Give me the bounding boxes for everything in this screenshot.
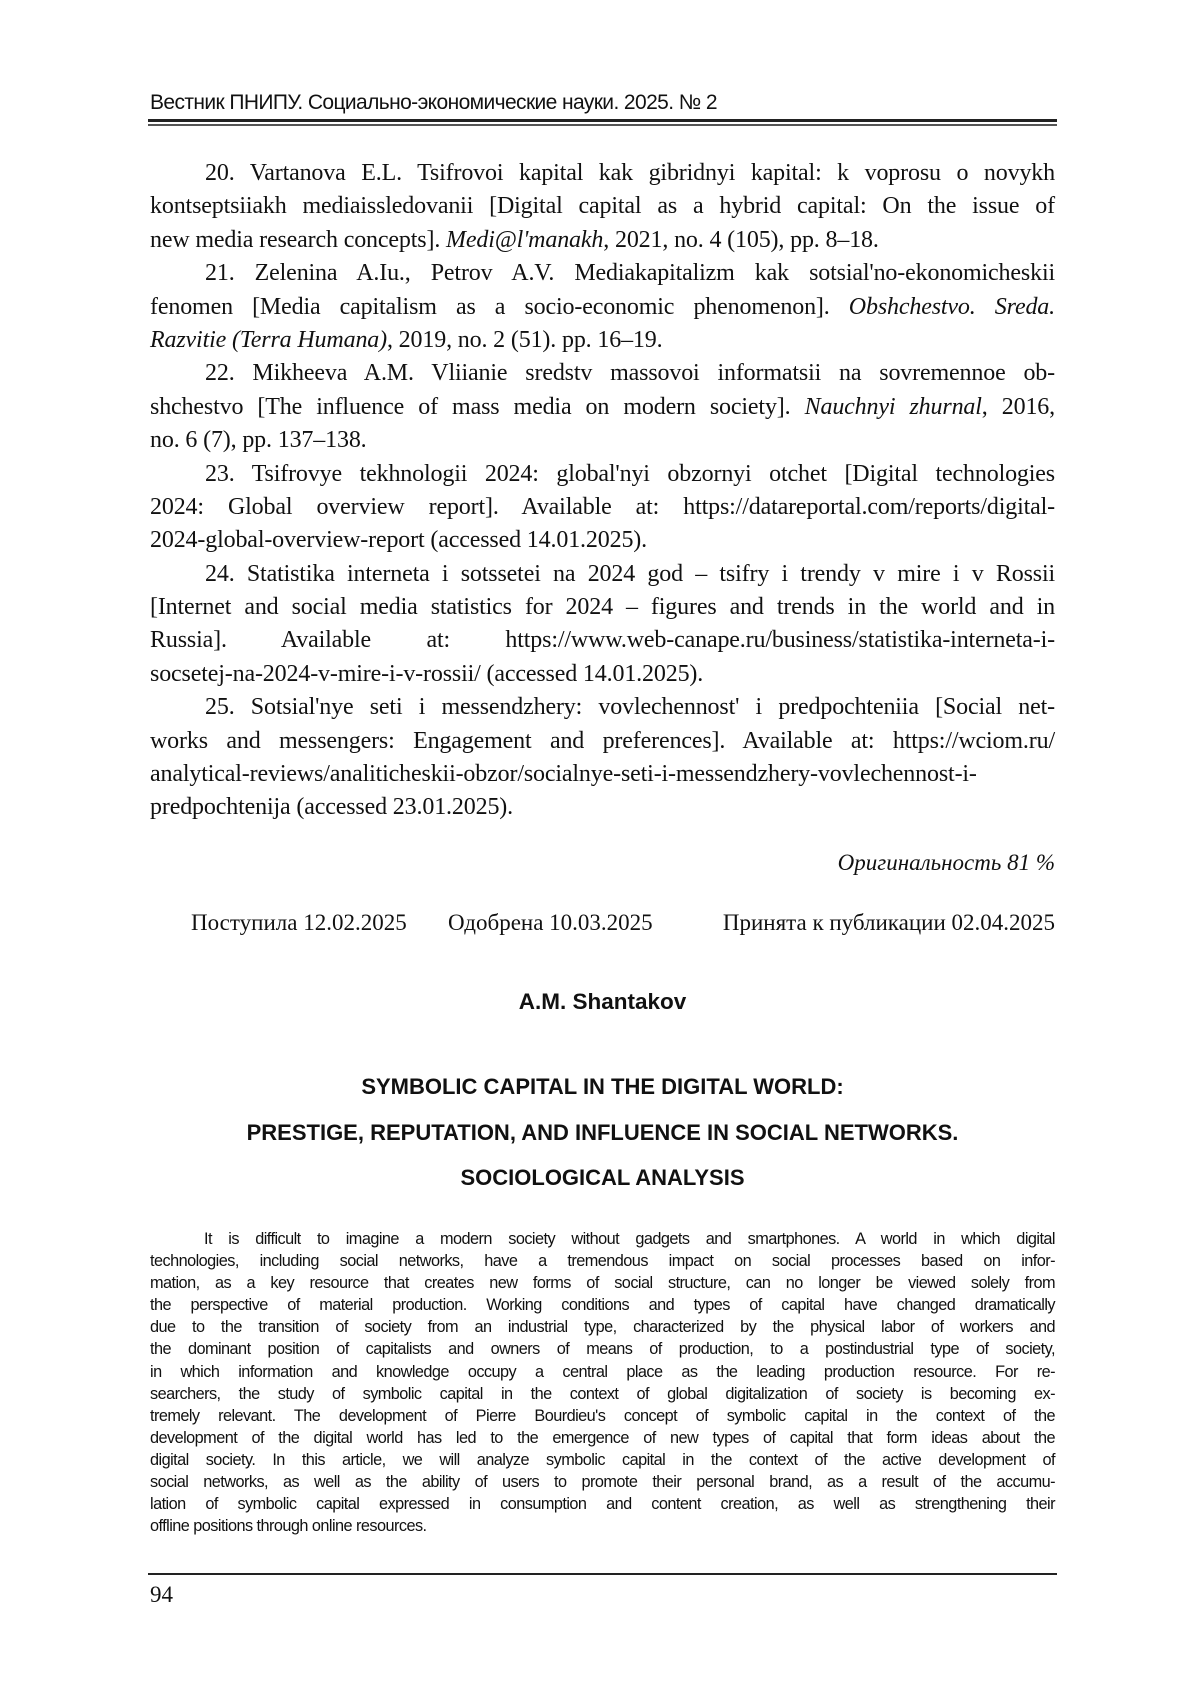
reference-line (150, 224, 1055, 257)
reference-text: [Internet and social media statistics for 2024 – figures and trends in the world and in (150, 594, 1055, 620)
reference-source-title: Medi@l'manakh (446, 227, 603, 253)
abstract-line: It is difficult to imagine a modern society without gadgets and smartphones. A world in which digital (150, 1228, 1055, 1250)
reference-line (150, 190, 1055, 223)
running-header: Вестник ПНИПУ. Социально-экономические науки. 2025. № 2 (150, 91, 717, 115)
abstract-line: in which information and knowledge occupy a central place as the leading production resource. For re- (150, 1361, 1055, 1383)
article-title (150, 1064, 1055, 1201)
header-rule (148, 119, 1057, 122)
reference-text: Russia]. Available at: https://www.web-canape.ru/business/statistika-interneta-i- (150, 627, 1055, 653)
title-line: SYMBOLIC CAPITAL IN THE DIGITAL WORLD: (150, 1064, 1055, 1110)
abstract-line: technologies, including social networks, have a tremendous impact on social processes based on infor- (150, 1250, 1055, 1272)
originality-note: Оригинальность 81 % (838, 850, 1055, 876)
reference-line (150, 291, 1055, 324)
reference-text: no. 6 (7), pp. 137–138. (150, 427, 367, 453)
reference-line (150, 758, 1055, 791)
reference-item (150, 157, 1055, 257)
reference-text: 2024: Global overview report]. Available at: https://datareportal.com/reports/digital- (150, 494, 1055, 520)
abstract-line: development of the digital world has led to the emergence of new types of capital that form ideas about the (150, 1427, 1055, 1449)
reference-text: 20. Vartanova E.L. Tsifrovoi kapital kak gibridnyi kapital: k voprosu o novykh (205, 160, 1055, 186)
reference-line (150, 791, 1055, 824)
reference-line (150, 391, 1055, 424)
title-line: PRESTIGE, REPUTATION, AND INFLUENCE IN SOCIAL NETWORKS. (150, 1110, 1055, 1156)
page-number: 94 (150, 1582, 173, 1608)
reference-line (150, 458, 1055, 491)
approved-date: Одобрена 10.03.2025 (448, 910, 653, 936)
abstract-line: the dominant position of capitalists and owners of means of production, to a postindustrial type of society, (150, 1338, 1055, 1360)
reference-text: 24. Statistika interneta i sotssetei na 2024 god – tsifry i trendy v mire i v Rossii (205, 561, 1055, 587)
abstract-line: tremely relevant. The development of Pierre Bourdieu's concept of symbolic capital in the context of the (150, 1405, 1055, 1427)
abstract-line: the perspective of material production. Working conditions and types of capital have changed dramatically (150, 1294, 1055, 1316)
article-abstract (150, 1228, 1055, 1537)
reference-line (150, 624, 1055, 657)
reference-line (150, 658, 1055, 691)
article-author: A.M. Shantakov (150, 989, 1055, 1015)
reference-text: , 2019, no. 2 (51). pp. 16–19. (387, 327, 663, 353)
abstract-line: mation, as a key resource that creates new forms of social structure, can no longer be viewed solely from (150, 1272, 1055, 1294)
reference-text: socsetej-na-2024-v-mire-i-v-rossii/ (accessed 14.01.2025). (150, 661, 703, 687)
reference-line (150, 524, 1055, 557)
reference-text: fenomen [Media capitalism as a socio-economic phenomenon]. (150, 294, 849, 320)
reference-line (150, 491, 1055, 524)
reference-text: predpochtenija (accessed 23.01.2025). (150, 794, 513, 820)
reference-line (150, 424, 1055, 457)
reference-text: 25. Sotsial'nye seti i messendzhery: vovlechennost' i predpochteniia [Social net- (205, 694, 1055, 720)
reference-item (150, 357, 1055, 457)
abstract-line: digital society. In this article, we will analyze symbolic capital in the context of the active development of (150, 1449, 1055, 1471)
received-date: Поступила 12.02.2025 (191, 910, 407, 936)
abstract-line: social networks, as well as the ability of users to promote their personal brand, as a result of the accumu- (150, 1471, 1055, 1493)
reference-text: 2024-global-overview-report (accessed 14.01.2025). (150, 527, 647, 553)
reference-line (150, 558, 1055, 591)
reference-text: works and messengers: Engagement and preferences]. Available at: https://wciom.ru/ (150, 728, 1055, 754)
reference-item (150, 691, 1055, 825)
reference-text: new media research concepts]. (150, 227, 446, 253)
reference-text: kontseptsiiakh mediaissledovanii [Digital capital as a hybrid capital: On the issue of (150, 193, 1055, 219)
abstract-line: lation of symbolic capital expressed in consumption and content creation, as well as strengthening their (150, 1493, 1055, 1515)
reference-list (150, 157, 1055, 825)
reference-source-title: Nauchnyi zhurnal (805, 394, 982, 420)
reference-source-title: Obshchestvo. Sreda. (849, 294, 1055, 320)
reference-source-title: Razvitie (Terra Humana) (150, 327, 387, 353)
reference-line (150, 357, 1055, 390)
reference-line (150, 157, 1055, 190)
reference-text: 22. Mikheeva A.M. Vliianie sredstv massovoi informatsii na sovremennoe ob- (205, 360, 1055, 386)
reference-text: shchestvo [The influence of mass media on modern society]. (150, 394, 805, 420)
reference-text: , 2021, no. 4 (105), pp. 8–18. (603, 227, 879, 253)
reference-item (150, 257, 1055, 357)
accepted-date: Принята к публикации 02.04.2025 (723, 910, 1055, 936)
reference-text: 23. Tsifrovye tekhnologii 2024: global'nyi obzornyi otchet [Digital technologies (205, 461, 1055, 487)
reference-line (150, 725, 1055, 758)
reference-line (150, 257, 1055, 290)
reference-line (150, 691, 1055, 724)
reference-line (150, 591, 1055, 624)
header-rule-thin (148, 124, 1057, 126)
footer-rule (148, 1573, 1057, 1575)
reference-text: analytical-reviews/analiticheskii-obzor/socialnye-seti-i-messendzhery-vovlechennost-i- (150, 761, 977, 787)
title-line: SOCIOLOGICAL ANALYSIS (150, 1155, 1055, 1201)
reference-text: 21. Zelenina A.Iu., Petrov A.V. Mediakapitalizm kak sotsial'no-ekonomicheskii (205, 260, 1055, 286)
reference-line (150, 324, 1055, 357)
abstract-line: searchers, the study of symbolic capital in the context of global digitalization of society is becoming ex- (150, 1383, 1055, 1405)
reference-item (150, 458, 1055, 558)
reference-item (150, 558, 1055, 692)
abstract-line: offline positions through online resources. (150, 1515, 1055, 1537)
abstract-line: due to the transition of society from an industrial type, characterized by the physical labor of workers and (150, 1316, 1055, 1338)
reference-text: , 2016, (982, 394, 1055, 420)
